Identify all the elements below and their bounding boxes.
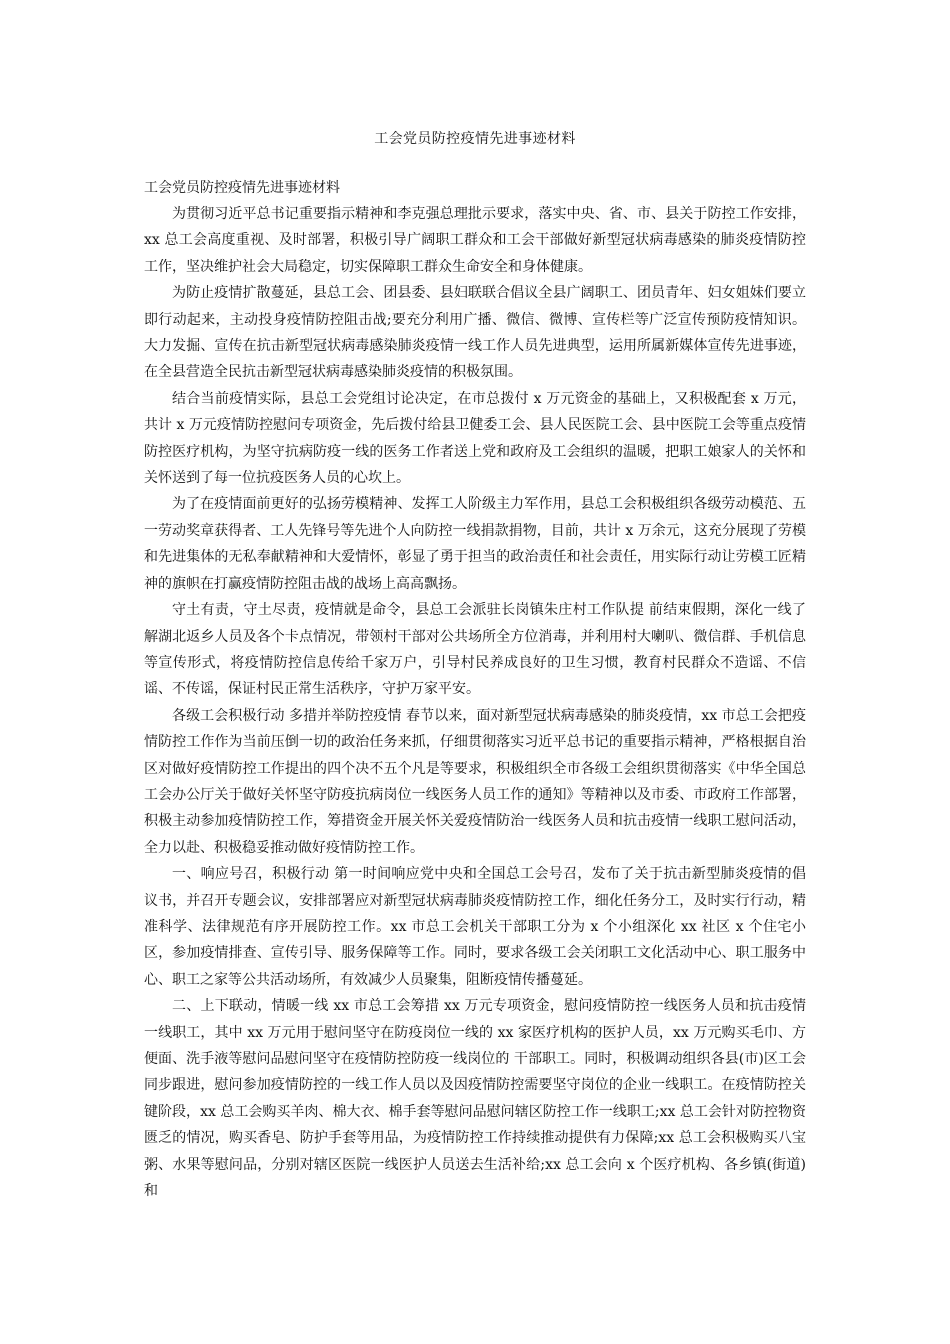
document-subtitle: 工会党员防控疫情先进事迹材料 [144,180,340,196]
paragraph-7: 一、响应号召，积极行动 第一时间响应党中央和全国总工会号召，发布了关于抗击新型肺炎疫情的倡议书，并召开专题会议，安排部署应对新型冠状病毒肺炎疫情防控工作，细化任务分工，及时实行行动，精准科学、法律规范有序开展防控工作。xx 市总工会机关干部职工分为 x 个小组深化 xx 社区 x 个住宅小区，参加疫情排查、宣传引导、服务保障等工作。同时，要求各级工会关闭职工文化活动中心、职工服务中心、职工之家等公共活动场所，有效减少人员聚集，阻断疫情传播蔓延。 [144,866,806,988]
paragraph-6: 各级工会积极行动 多措并举防控疫情 春节以来，面对新型冠状病毒感染的肺炎疫情，xx 市总工会把疫情防控工作作为当前压倒一切的政治任务来抓，仔细贯彻落实习近平总书记的重要指示精神，严格根据自治区对做好疫情防控工作提出的四个决不五个凡是等要求，积极组织全市各级工会组织贯彻落实《中华全国总工会办公厅关于做好关怀坚守防疫抗病岗位一线医务人员工作的通知》等精神以及市委、市政府工作部署，积极主动参加疫情防控工作，筹措资金开展关怀关爱疫情防治一线医务人员和抗击疫情一线职工慰问活动，全力以赴、积极稳妥推动做好疫情防控工作。 [144,707,806,856]
document-title: 工会党员防控疫情先进事迹材料 [374,131,576,147]
paragraph-1: 为贯彻习近平总书记重要指示精神和李克强总理批示要求，落实中央、省、市、县关于防控工作安排，xx 总工会高度重视、及时部署，积极引导广阔职工群众和工会干部做好新型冠状病毒感染的肺炎疫情防控工作，坚决维护社会大局稳定，切实保障职工群众生命安全和身体健康。 [144,206,806,275]
paragraph-4: 为了在疫情面前更好的弘扬劳模精神、发挥工人阶级主力军作用，县总工会积极组织各级劳动模范、五一劳动奖章获得者、工人先锋号等先进个人向防控一线捐款捐物，目前，共计 x 万余元，这充分展现了劳模和先进集体的无私奉献精神和大爱情怀，彰显了勇于担当的政治责任和社会责任，用实际行动让劳模工匠精神的旗帜在打赢疫情防控阻击战的战场上高高飘扬。 [144,496,806,592]
paragraph-8: 二、上下联动，情暖一线 xx 市总工会筹措 xx 万元专项资金，慰问疫情防控一线医务人员和抗击疫情一线职工，其中 xx 万元用于慰问坚守在防疫岗位一线的 xx 家医疗机构的医护人员，xx 万元购买毛巾、方便面、洗手液等慰问品慰问坚守在疫情防控防疫一线岗位的 干部职工。同时，积极调动组织各县(市)区工会同步跟进，慰问参加疫情防控的一线工作人员以及因疫情防控需要坚守岗位的企业一线职工。在疫情防控关键阶段，xx 总工会购买羊肉、棉大衣、棉手套等慰问品慰问辖区防控工作一线职工;xx 总工会针对防控物资匮乏的情况，购买香皂、防护手套等用品，为疫情防控工作持续推动提供有力保障;xx 总工会积极购买八宝粥、水果等慰问品，分别对辖区医院一线医护人员送去生活补给;xx 总工会向 x 个医疗机构、各乡镇(街道)和 [144,998,806,1200]
paragraph-3: 结合当前疫情实际，县总工会党组讨论决定，在市总拨付 x 万元资金的基础上，又积极配套 x 万元，共计 x 万元疫情防控慰问专项资金，先后拨付给县卫健委工会、县人民医院工会、县中医院工会等重点疫情防控医疗机构，为坚守抗病防疫一线的医务工作者送上党和政府及工会组织的温暖，把职工娘家人的关怀和关怀送到了每一位抗疫医务人员的心坎上。 [144,390,806,487]
paragraph-2: 为防止疫情扩散蔓延，县总工会、团县委、县妇联联合倡议全县广阔职工、团员青年、妇女姐妹们要立即行动起来，主动投身疫情防控阻击战;要充分利用广播、微信、微博、宣传栏等广泛宣传预防疫情知识。大力发掘、宣传在抗击新型冠状病毒感染肺炎疫情一线工作人员先进典型，运用所属新媒体宣传先进事迹，在全县营造全民抗击新型冠状病毒感染肺炎疫情的积极氛围。 [144,285,806,381]
document-body [144,175,806,1204]
paragraph-5: 守土有责，守土尽责，疫情就是命令，县总工会派驻长岗镇朱庄村工作队提 前结束假期，深化一线了解湖北返乡人员及各个卡点情况，带领村干部对公共场所全方位消毒，并利用村大喇叭、微信群、手机信息等宣传形式，将疫情防控信息传给千家万户，引导村民养成良好的卫生习惯，教育村民群众不造谣、不信谣、不传谣，保证村民正常生活秩序，守护万家平安。 [144,602,806,698]
